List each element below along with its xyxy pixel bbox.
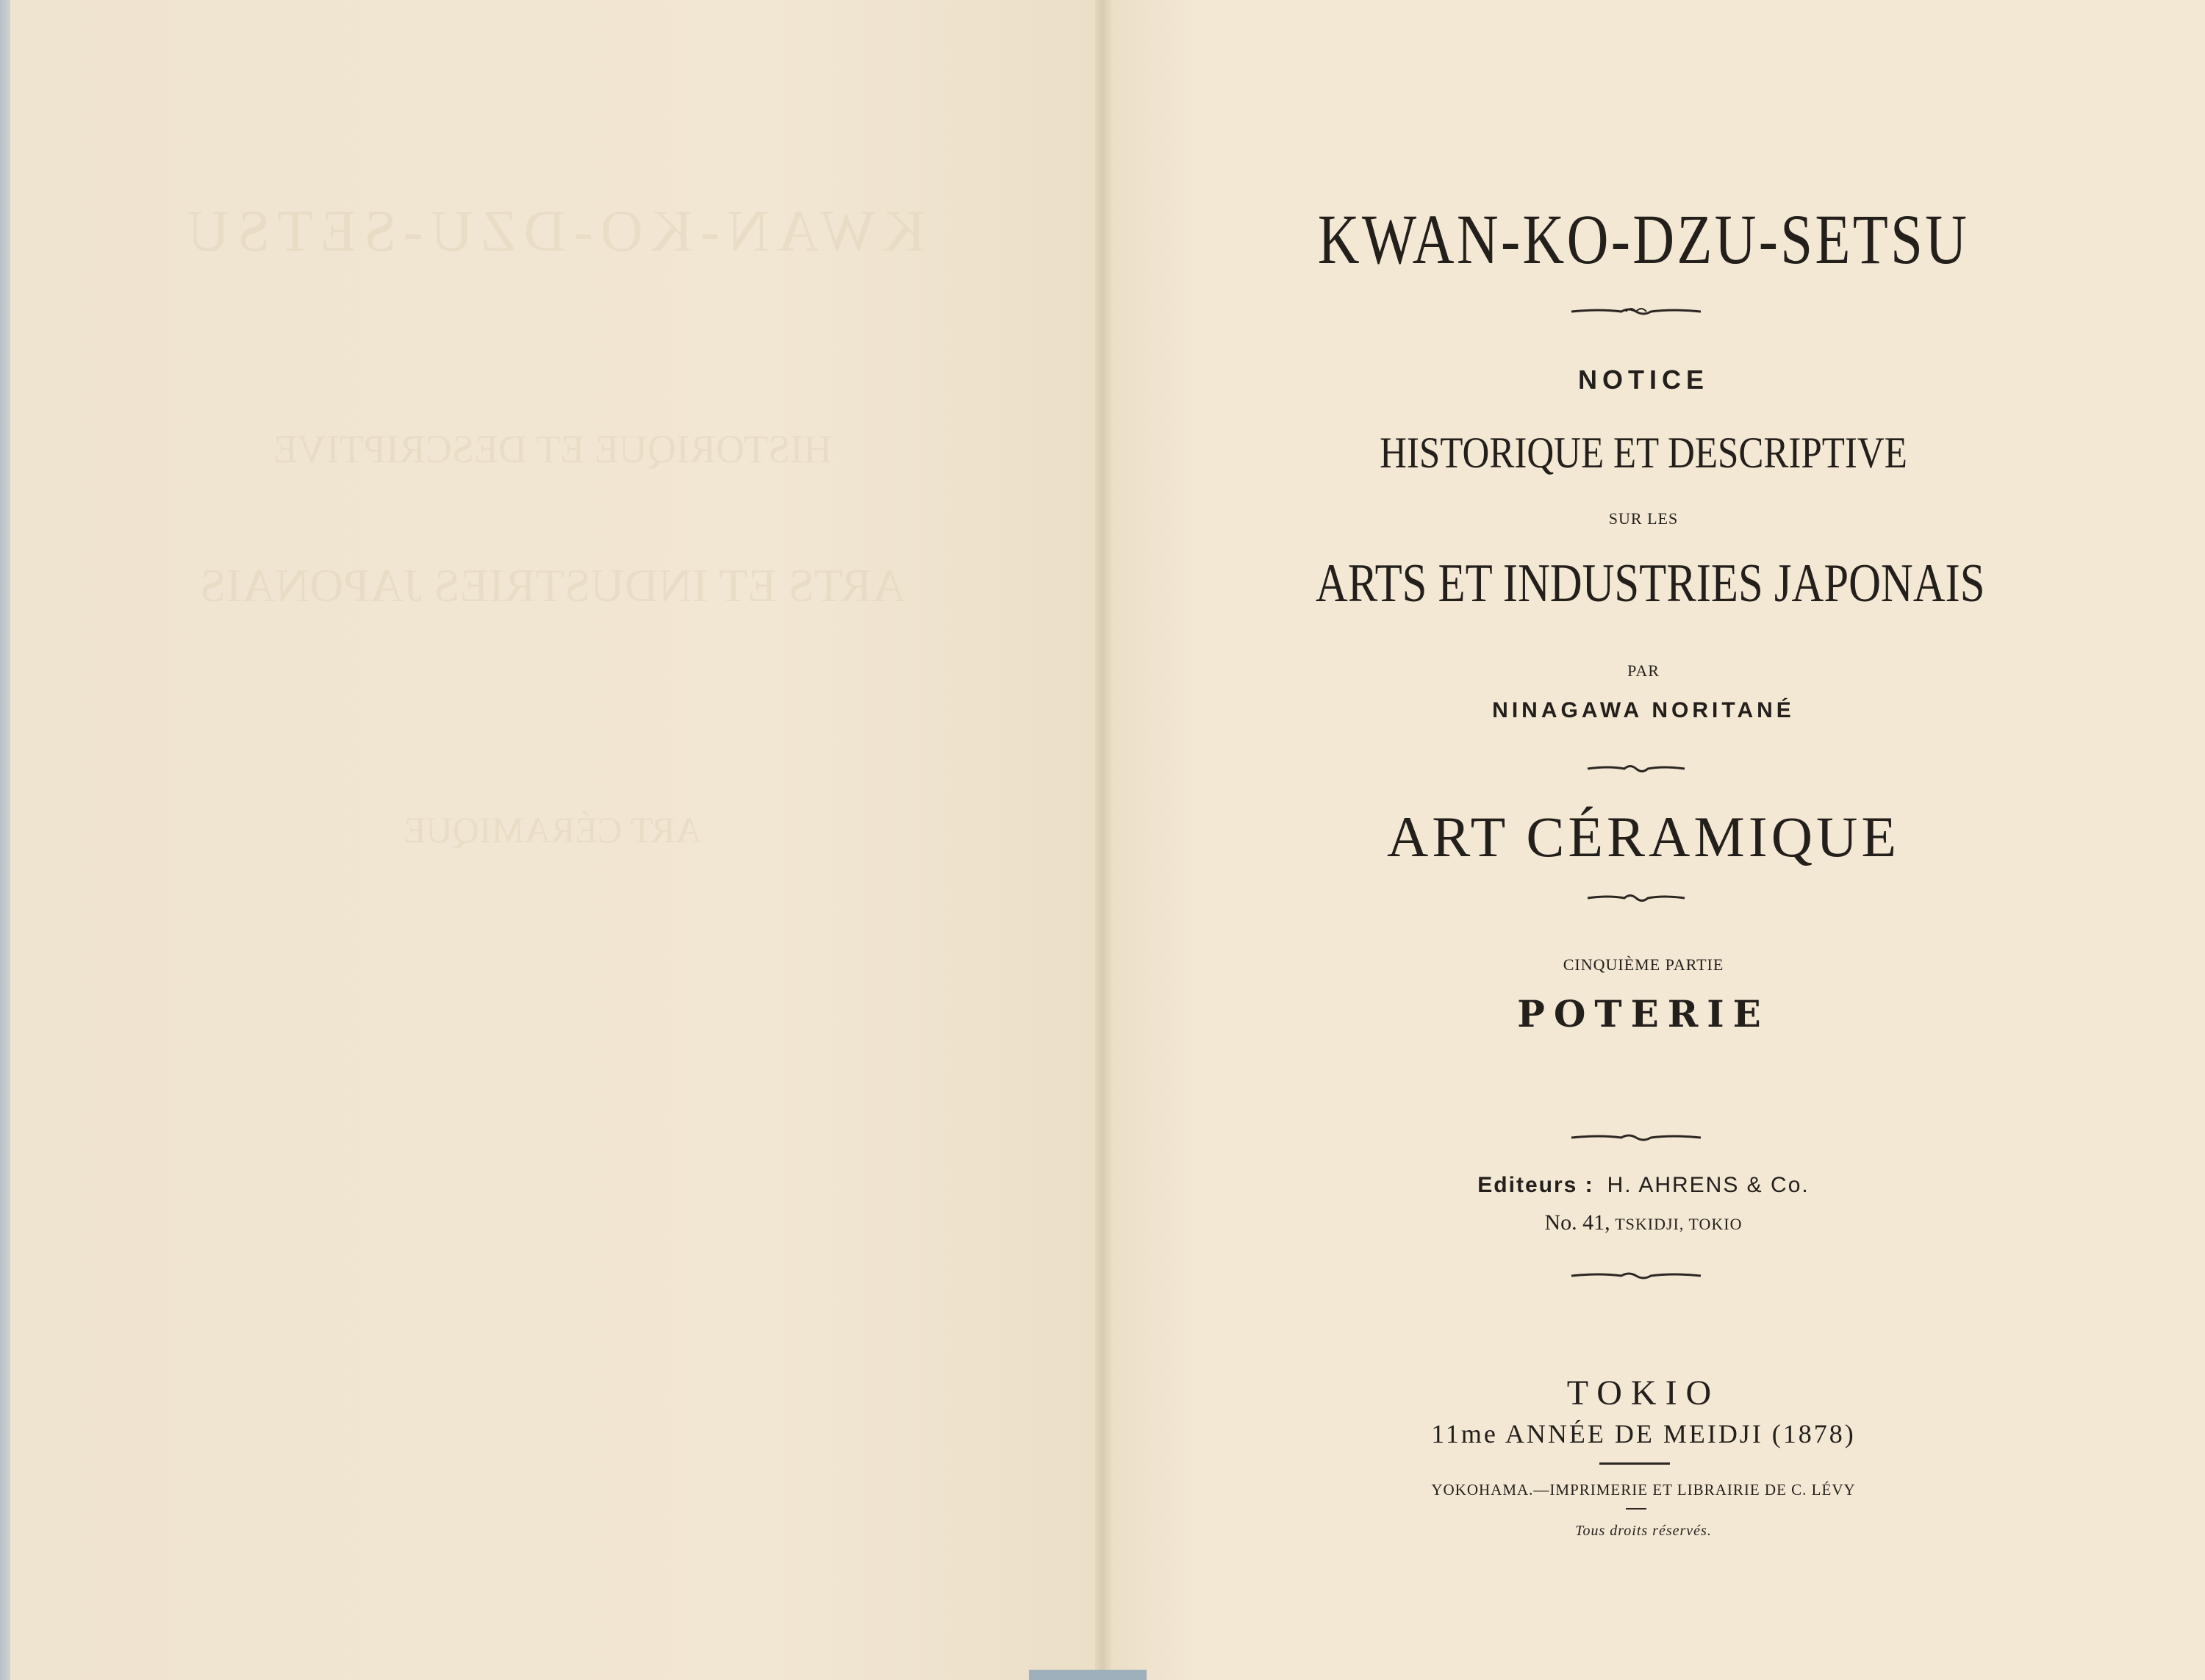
left-page-blank bbox=[10, 0, 1095, 1680]
address-street: TSKIDJI, TOKIO bbox=[1615, 1215, 1743, 1233]
divider-rule bbox=[1599, 1462, 1670, 1465]
book-cover-edge bbox=[0, 0, 10, 1680]
part-title: POTERIE bbox=[1517, 992, 1770, 1035]
title-page-content bbox=[1111, 0, 2205, 1680]
rights-notice: Tous droits réservés. bbox=[1575, 1523, 1712, 1539]
notice-heading: NOTICE bbox=[1577, 365, 1709, 395]
ornament-rule-icon bbox=[1570, 303, 1702, 320]
book-gutter bbox=[1095, 0, 1111, 1680]
show-through-subtitle: HISTORIQUE ET DESCRIPTIVE bbox=[273, 427, 833, 471]
show-through-arts: ARTS ET INDUSTRIES JAPONAIS bbox=[199, 559, 906, 611]
publisher-line bbox=[1244, 1173, 2043, 1198]
ornament-small-icon bbox=[1586, 760, 1686, 778]
publisher-label: Editeurs : bbox=[1477, 1173, 1594, 1197]
author-name: NINAGAWA NORITANÉ bbox=[1492, 698, 1795, 722]
printer-line: YOKOHAMA.—IMPRIMERIE ET LIBRAIRIE DE C. LÉVY bbox=[1431, 1481, 1856, 1498]
par-text: PAR bbox=[1627, 661, 1660, 680]
divider-rule-short bbox=[1626, 1508, 1646, 1510]
book-cover-strip bbox=[1029, 1670, 1147, 1680]
sur-les-text: SUR LES bbox=[1608, 509, 1679, 528]
arts-industries-heading: ARTS ET INDUSTRIES JAPONAIS bbox=[1315, 553, 1985, 614]
show-through-title: KWAN-KO-DZU-SETSU bbox=[179, 199, 926, 264]
part-number: CINQUIÈME PARTIE bbox=[1563, 955, 1724, 974]
show-through-section: ART CÉRAMIQUE bbox=[404, 809, 702, 850]
publisher-name: H. AHRENS & Co. bbox=[1607, 1173, 1810, 1197]
ornament-rule-icon bbox=[1570, 1267, 1702, 1285]
book-title: KWAN-KO-DZU-SETSU bbox=[1317, 200, 1970, 279]
ornament-small-icon bbox=[1586, 889, 1686, 907]
title-page bbox=[1111, 0, 2205, 1680]
publisher-address bbox=[1244, 1210, 2043, 1235]
imprint-city: TOKIO bbox=[1566, 1374, 1721, 1412]
ornament-rule-icon bbox=[1570, 1129, 1702, 1146]
section-heading: ART CÉRAMIQUE bbox=[1386, 805, 1901, 869]
imprint-year: 11me ANNÉE DE MEIDJI (1878) bbox=[1431, 1419, 1856, 1449]
subtitle-historique: HISTORIQUE ET DESCRIPTIVE bbox=[1380, 428, 1907, 477]
address-number: No. 41, bbox=[1544, 1210, 1610, 1235]
